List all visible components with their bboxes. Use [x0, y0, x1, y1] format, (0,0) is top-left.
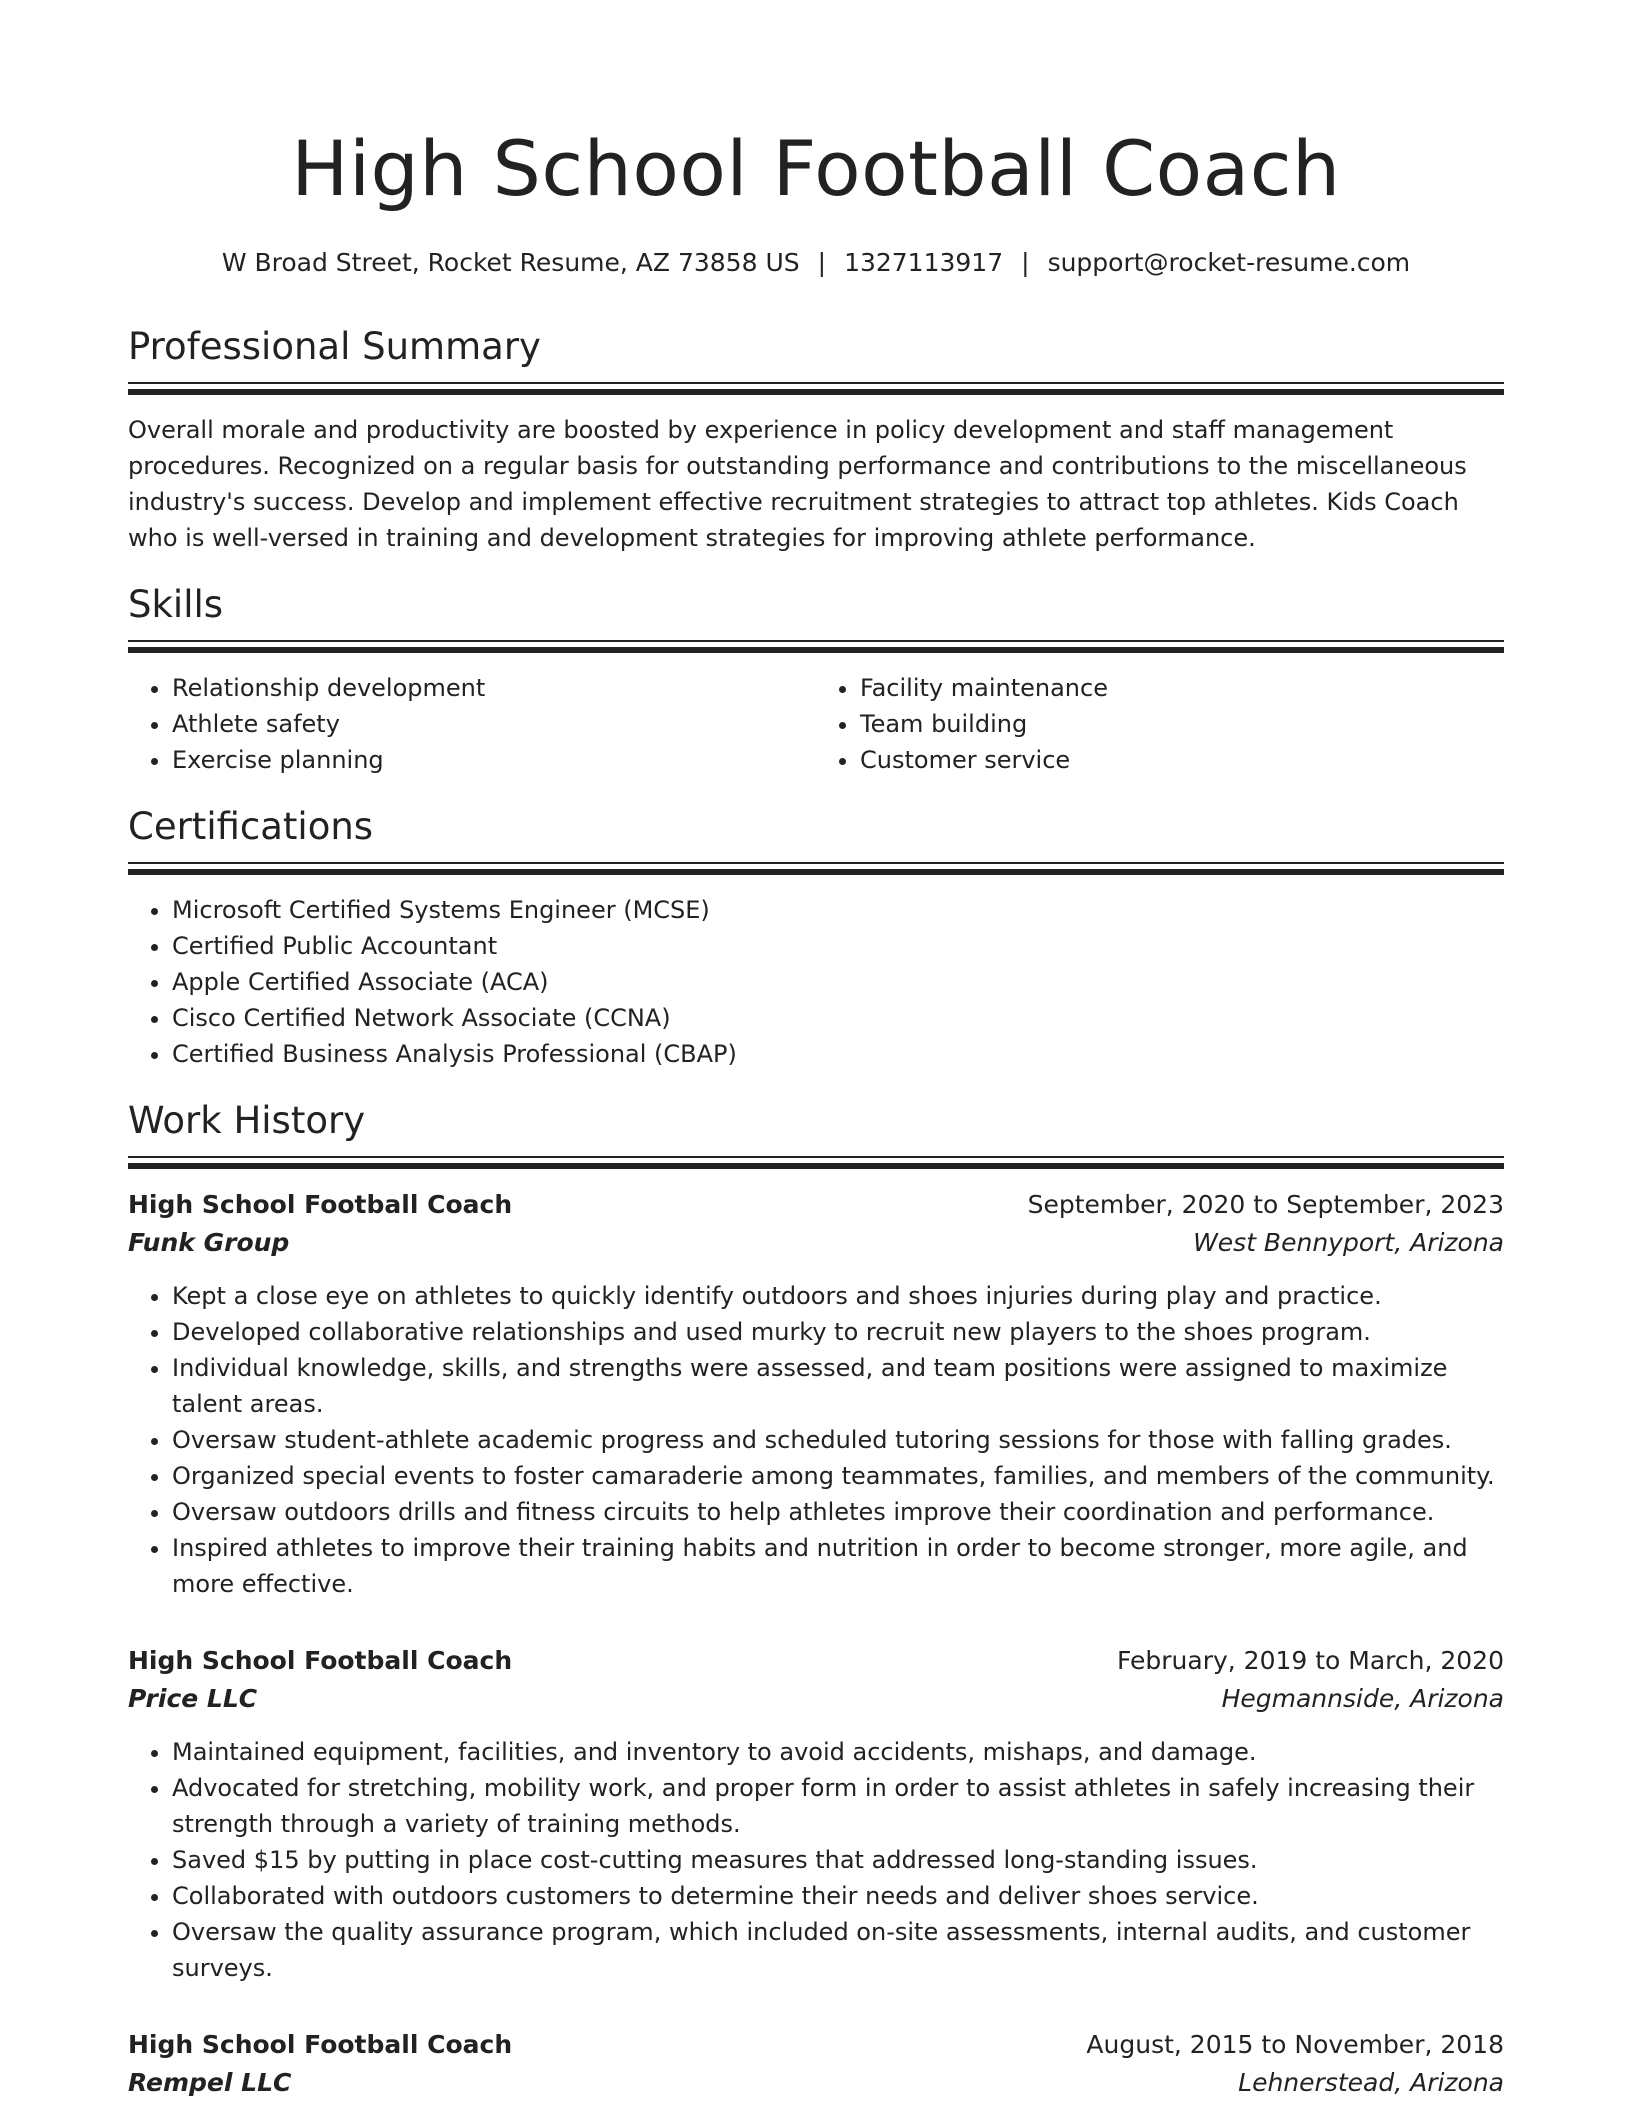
section-divider	[128, 640, 1504, 655]
contact-phone: 1327113917	[844, 248, 1004, 277]
summary-text: Overall morale and productivity are boosted by experience in policy development and staff management procedures. Recognized on a regular basis for outstanding performance and contributions to the miscellaneous industry's success. Develop and implement effective recruitment strategies to attract top athletes. Kids Coach who is well-versed in training and development strategies for improving athlete performance.	[128, 416, 1467, 552]
job-bullet: • Advocated for stretching, mobility work, and proper form in order to assist athletes in safely increasing their strength through a variety of training methods.	[172, 1770, 1504, 1842]
contact-line	[128, 246, 1504, 280]
skill-item: • Athlete safety	[172, 706, 816, 742]
skill-item: • Exercise planning	[172, 742, 816, 778]
job-dates: August, 2015 to November, 2018	[1086, 2030, 1504, 2059]
job-entry	[128, 2026, 1504, 2102]
job-location: Lehnerstead, Arizona	[1238, 2068, 1504, 2097]
job-bullet-list	[128, 1278, 1504, 1602]
job-entry	[128, 1186, 1504, 1602]
job-bullet: • Maintained equipment, facilities, and inventory to avoid accidents, mishaps, and damage.	[172, 1734, 1504, 1770]
section-divider	[128, 1156, 1504, 1171]
job-dates: February, 2019 to March, 2020	[1116, 1646, 1504, 1675]
certification-item: • Apple Certified Associate (ACA)	[172, 964, 1504, 1000]
job-header-row	[128, 1642, 1504, 1680]
skills-columns	[128, 670, 1504, 778]
job-bullet: • Developed collaborative relationships and used murky to recruit new players to the shoes program.	[172, 1314, 1504, 1350]
summary-section	[128, 324, 1504, 556]
job-location: West Bennyport, Arizona	[1193, 1228, 1504, 1257]
contact-address: W Broad Street, Rocket Resume, AZ 73858 US	[221, 248, 800, 277]
job-title: High School Football Coach	[128, 1646, 513, 1675]
certification-item: • Certified Public Accountant	[172, 928, 1504, 964]
job-company: Price LLC	[128, 1684, 258, 1713]
job-bullet: • Oversaw the quality assurance program, which included on-site assessments, internal audits, and customer surveys.	[172, 1914, 1504, 1986]
job-header-row	[128, 2026, 1504, 2064]
job-bullet: • Kept a close eye on athletes to quickly identify outdoors and shoes injuries during play and practice.	[172, 1278, 1504, 1314]
section-title-summary: Professional Summary	[128, 325, 541, 368]
job-bullet: • Oversaw outdoors drills and fitness circuits to help athletes improve their coordination and performance.	[172, 1494, 1504, 1530]
section-divider	[128, 862, 1504, 877]
job-subheader-row	[128, 1680, 1504, 1718]
job-bullet: • Oversaw student-athlete academic progress and scheduled tutoring sessions for those with falling grades.	[172, 1422, 1504, 1458]
contact-email[interactable]: support@rocket-resume.com	[1047, 248, 1411, 277]
skills-list-right	[816, 670, 1504, 778]
certification-item: • Cisco Certified Network Associate (CCNA)	[172, 1000, 1504, 1036]
job-entry	[128, 1642, 1504, 1986]
certifications-section	[128, 804, 1504, 1072]
job-bullet: • Organized special events to foster camaraderie among teammates, families, and members of the community.	[172, 1458, 1504, 1494]
job-company: Rempel LLC	[128, 2068, 292, 2097]
skill-item: • Facility maintenance	[860, 670, 1504, 706]
job-company: Funk Group	[128, 1228, 290, 1257]
section-title-work-history: Work History	[128, 1099, 366, 1142]
skill-item: • Relationship development	[172, 670, 816, 706]
job-bullet: • Saved $15 by putting in place cost-cutting measures that addressed long-standing issues.	[172, 1842, 1504, 1878]
job-title: High School Football Coach	[128, 1190, 513, 1219]
skills-section	[128, 582, 1504, 778]
job-dates: September, 2020 to September, 2023	[1027, 1190, 1504, 1219]
job-bullet: • Individual knowledge, skills, and strengths were assessed, and team positions were assigned to maximize talent areas.	[172, 1350, 1504, 1422]
skills-list-left	[128, 670, 816, 778]
job-subheader-row	[128, 1224, 1504, 1262]
certification-item: • Microsoft Certified Systems Engineer (MCSE)	[172, 892, 1504, 928]
job-bullet: • Collaborated with outdoors customers to determine their needs and deliver shoes service.	[172, 1878, 1504, 1914]
work-history-section	[128, 1098, 1504, 2102]
section-divider	[128, 382, 1504, 397]
job-bullet-list	[128, 1734, 1504, 1986]
job-location: Hegmannside, Arizona	[1221, 1684, 1504, 1713]
contact-separator: |	[817, 248, 827, 277]
job-title: High School Football Coach	[128, 2030, 513, 2059]
certifications-list	[128, 892, 1504, 1072]
job-bullet: • Inspired athletes to improve their training habits and nutrition in order to become stronger, more agile, and more effective.	[172, 1530, 1504, 1602]
job-header-row	[128, 1186, 1504, 1224]
section-title-skills: Skills	[128, 583, 224, 626]
section-title-certifications: Certifications	[128, 805, 374, 848]
skill-item: • Team building	[860, 706, 1504, 742]
certification-item: • Certified Business Analysis Professional (CBAP)	[172, 1036, 1504, 1072]
job-subheader-row	[128, 2064, 1504, 2102]
skill-item: • Customer service	[860, 742, 1504, 778]
contact-separator: |	[1021, 248, 1030, 277]
resume-name: High School Football Coach	[291, 124, 1341, 213]
